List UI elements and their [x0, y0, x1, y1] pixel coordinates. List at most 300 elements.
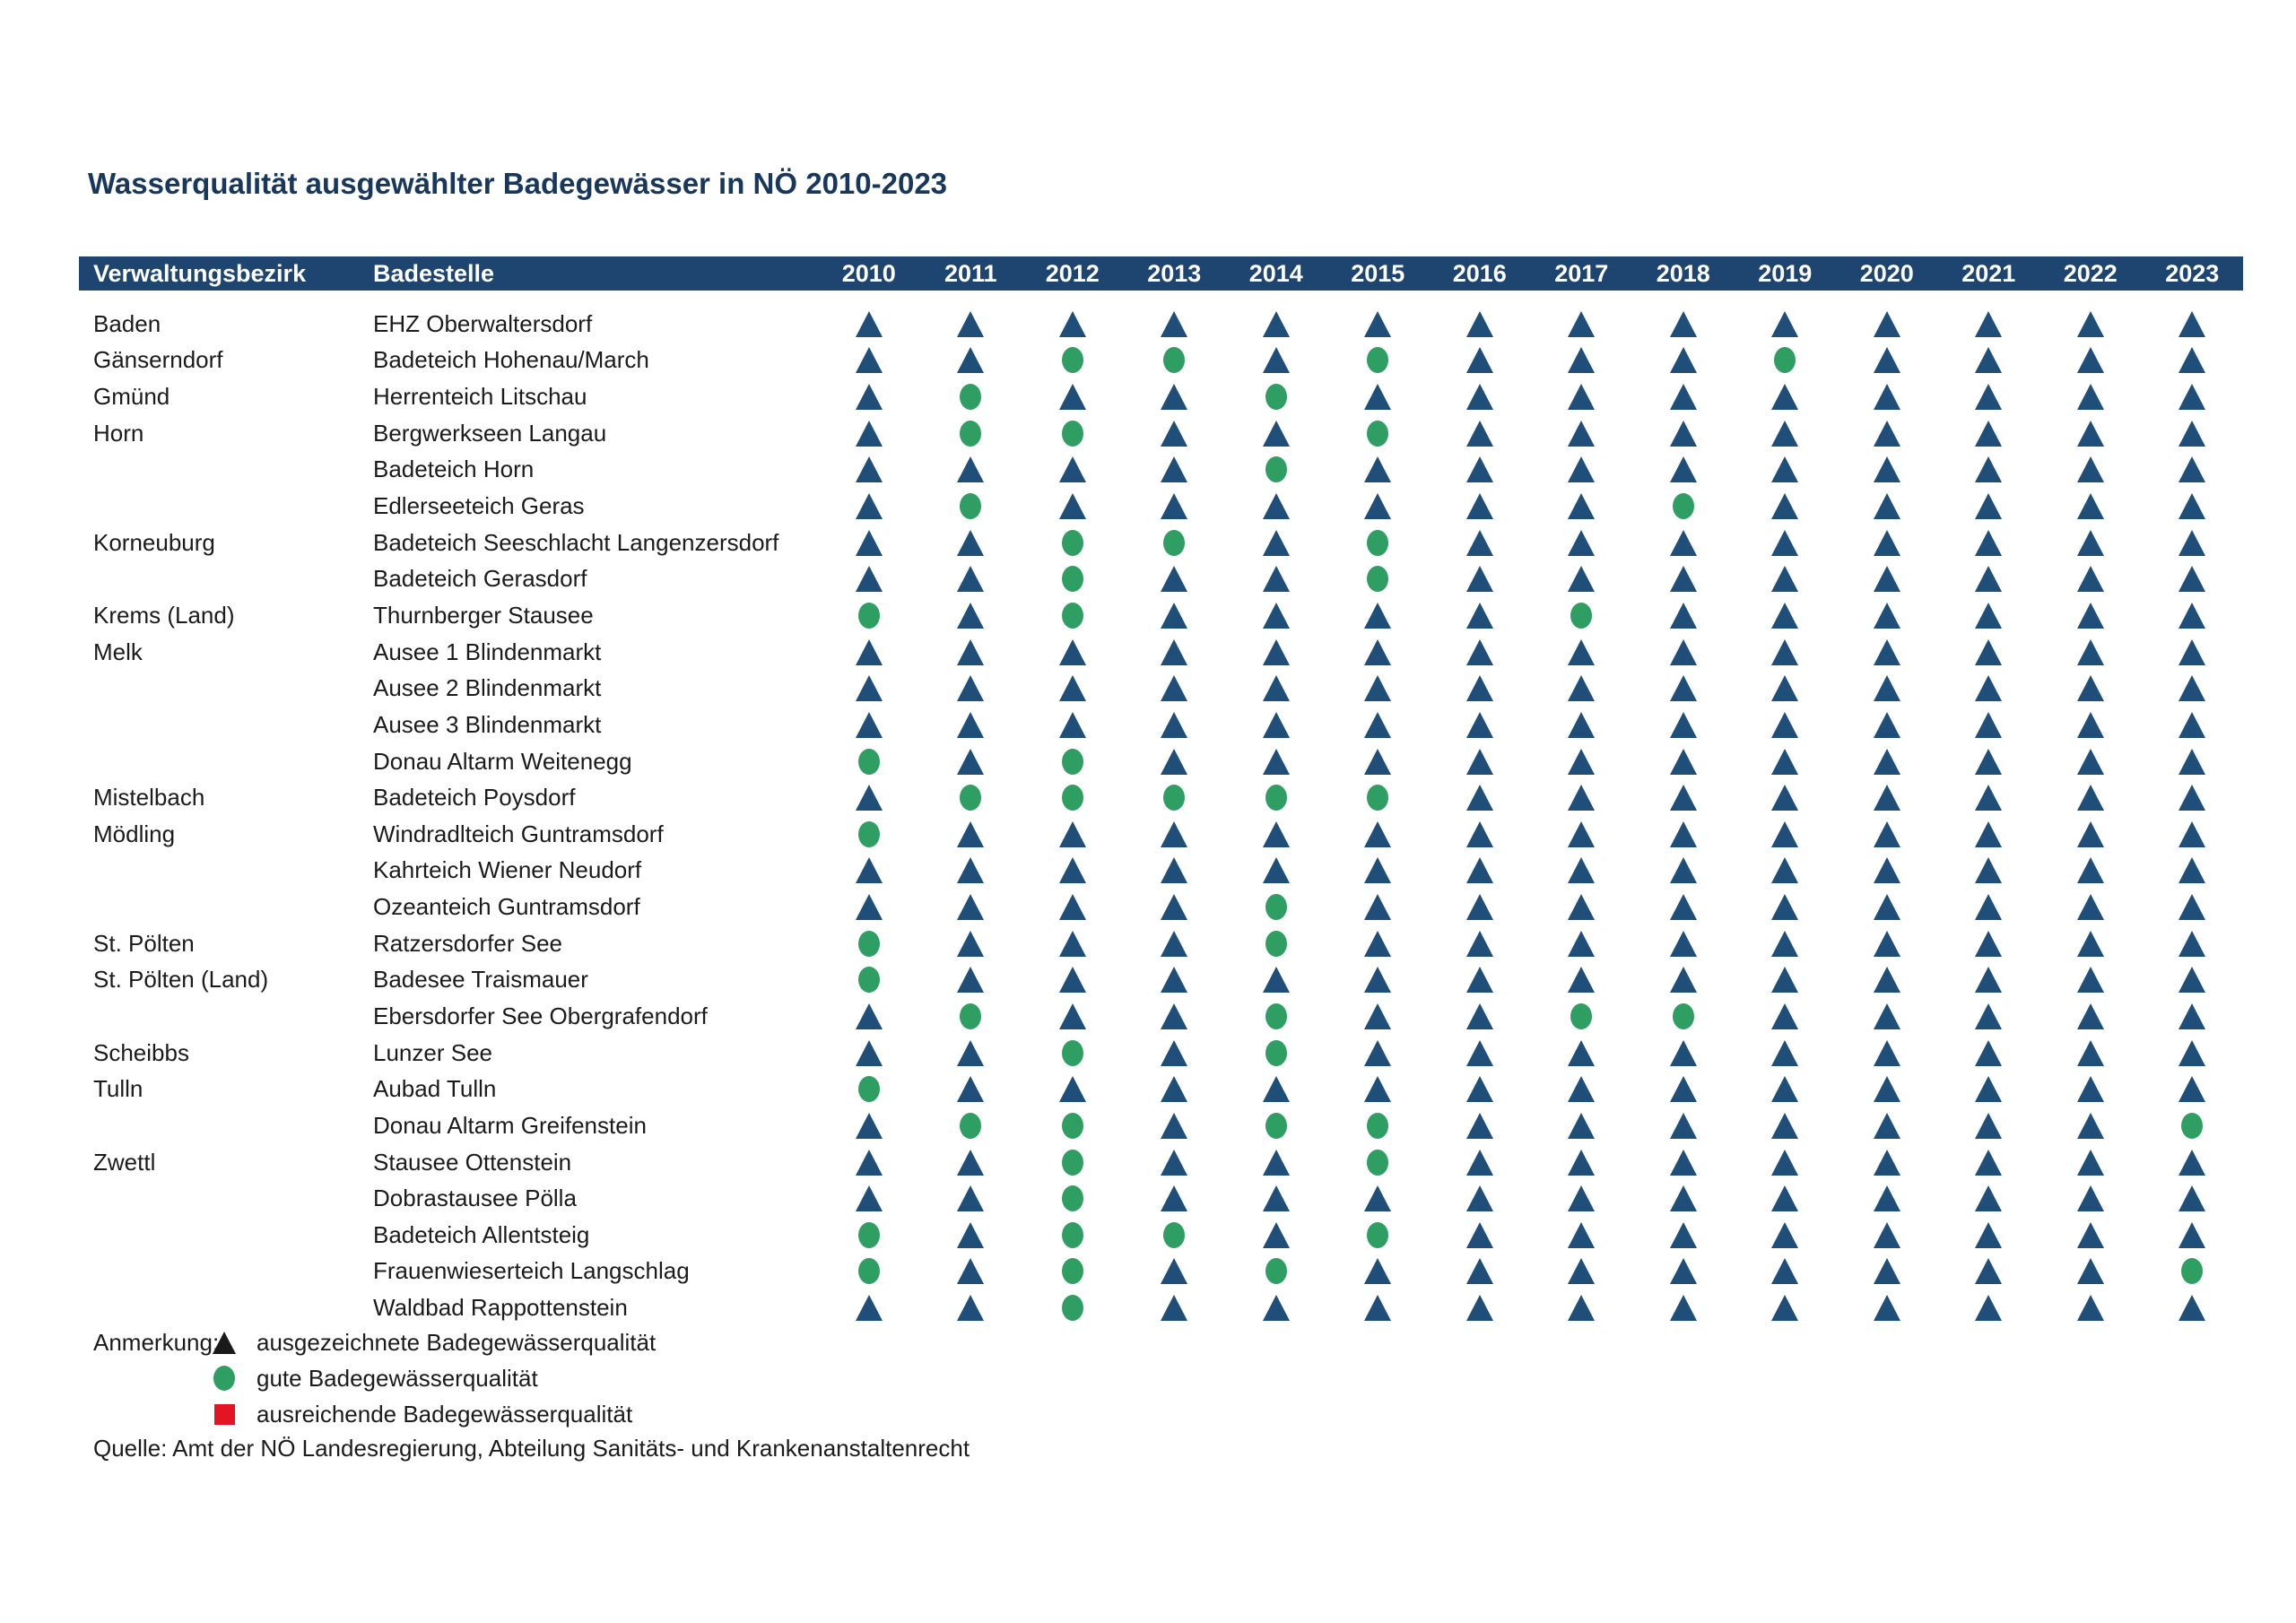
- excellent-triangle-icon: [1161, 1185, 1187, 1211]
- quality-cell: [1531, 675, 1633, 701]
- excellent-triangle-icon: [957, 675, 984, 701]
- excellent-triangle-icon: [1466, 675, 1493, 701]
- excellent-triangle-icon: [1874, 785, 1900, 811]
- excellent-triangle-icon: [856, 712, 883, 738]
- quality-cell: [1429, 1222, 1531, 1248]
- quality-cell: [1836, 894, 1938, 920]
- excellent-triangle-icon: [2077, 456, 2104, 482]
- quality-cell: [1225, 1076, 1327, 1102]
- quality-cell: [1327, 639, 1430, 665]
- quality-cell: [1531, 1295, 1633, 1321]
- quality-cell: [920, 530, 1022, 556]
- badestelle-cell: Edlerseeteich Geras: [373, 492, 585, 520]
- excellent-triangle-icon: [1161, 967, 1187, 993]
- excellent-triangle-icon: [856, 347, 883, 373]
- excellent-triangle-icon: [1466, 1113, 1493, 1139]
- good-circle-icon: [858, 1076, 880, 1102]
- quality-cell: [1836, 530, 1938, 556]
- quality-cell: [1225, 931, 1327, 957]
- quality-cell: [1938, 384, 2040, 410]
- excellent-triangle-icon: [1771, 639, 1798, 665]
- excellent-triangle-icon: [2179, 384, 2205, 410]
- quality-cell: [1022, 1222, 1124, 1248]
- excellent-triangle-icon: [1466, 1076, 1493, 1102]
- quality-cell: [818, 1113, 920, 1139]
- quality-cell: [1938, 675, 2040, 701]
- quality-cell: [920, 857, 1022, 883]
- excellent-triangle-icon: [1364, 821, 1391, 847]
- quality-cell: [1735, 603, 1837, 629]
- quality-cell: [1531, 931, 1633, 957]
- excellent-triangle-icon: [1670, 384, 1697, 410]
- col-header-year: 2017: [1554, 259, 1609, 287]
- excellent-triangle-icon: [1466, 712, 1493, 738]
- excellent-triangle-icon: [1364, 967, 1391, 993]
- quality-cell: [920, 675, 1022, 701]
- excellent-triangle-icon: [1568, 1185, 1595, 1211]
- excellent-triangle-icon: [1364, 894, 1391, 920]
- excellent-triangle-icon: [1364, 1295, 1391, 1321]
- table-row: [79, 415, 2243, 452]
- quality-cell: [2142, 493, 2244, 519]
- excellent-triangle-icon: [1161, 894, 1187, 920]
- excellent-triangle-icon: [1670, 1040, 1697, 1066]
- quality-cell: [1429, 749, 1531, 775]
- quality-cell: [1938, 821, 2040, 847]
- quality-cell: [1429, 1040, 1531, 1066]
- excellent-triangle-icon: [1670, 421, 1697, 447]
- quality-cell: [1022, 785, 1124, 811]
- col-header-year: 2011: [944, 259, 997, 287]
- excellent-triangle-icon: [1975, 1040, 2002, 1066]
- quality-cell: [1735, 1222, 1837, 1248]
- excellent-triangle-icon: [1263, 675, 1290, 701]
- excellent-triangle-icon: [957, 1040, 984, 1066]
- excellent-triangle-icon: [1059, 675, 1086, 701]
- excellent-triangle-icon: [1975, 1222, 2002, 1248]
- excellent-triangle-icon: [2077, 1222, 2104, 1248]
- excellent-triangle-icon: [1670, 821, 1697, 847]
- excellent-triangle-icon: [1568, 456, 1595, 482]
- quality-cell: [1632, 311, 1735, 337]
- excellent-triangle-icon: [1059, 456, 1086, 482]
- good-circle-icon: [1367, 530, 1388, 556]
- excellent-triangle-icon: [1874, 1113, 1900, 1139]
- quality-cell: [1124, 493, 1226, 519]
- quality-cell: [1327, 1295, 1430, 1321]
- badestelle-cell: Donau Altarm Greifenstein: [373, 1111, 647, 1139]
- quality-cell: [818, 1040, 920, 1066]
- legend: [93, 1324, 656, 1432]
- quality-cell: [1124, 347, 1226, 373]
- excellent-triangle-icon: [1975, 675, 2002, 701]
- excellent-triangle-icon: [1771, 1113, 1798, 1139]
- excellent-triangle-icon: [1466, 493, 1493, 519]
- quality-cell: [2142, 347, 2244, 373]
- good-circle-icon: [1367, 566, 1388, 592]
- quality-cell: [1225, 384, 1327, 410]
- excellent-triangle-icon: [1161, 493, 1187, 519]
- quality-cell: [1836, 1076, 1938, 1102]
- excellent-triangle-icon: [957, 821, 984, 847]
- quality-cell: [1531, 311, 1633, 337]
- quality-cell: [1632, 421, 1735, 447]
- quality-cell: [1327, 1185, 1430, 1211]
- quality-cell: [1327, 347, 1430, 373]
- quality-cell: [1632, 675, 1735, 701]
- excellent-triangle-icon: [1364, 311, 1391, 337]
- quality-cell: [1124, 821, 1226, 847]
- quality-cell: [1429, 894, 1531, 920]
- quality-cell: [1429, 967, 1531, 993]
- quality-cell: [2142, 1113, 2244, 1139]
- excellent-triangle-icon: [856, 1113, 883, 1139]
- quality-cell: [1735, 1258, 1837, 1284]
- quality-cell: [1022, 456, 1124, 482]
- excellent-triangle-icon: [1364, 931, 1391, 957]
- excellent-triangle-icon: [1670, 1222, 1697, 1248]
- quality-cell: [1225, 1003, 1327, 1029]
- excellent-triangle-icon: [856, 1295, 883, 1321]
- excellent-triangle-icon: [1161, 566, 1187, 592]
- quality-cell: [920, 1150, 1022, 1176]
- quality-cell: [1938, 456, 2040, 482]
- quality-cell: [1735, 675, 1837, 701]
- table-row: [79, 816, 2243, 853]
- quality-cell: [2142, 530, 2244, 556]
- quality-cell: [1429, 675, 1531, 701]
- quality-cell: [1938, 931, 2040, 957]
- quality-cell: [1124, 566, 1226, 592]
- quality-cell: [1632, 749, 1735, 775]
- excellent-triangle-icon: [2179, 1150, 2205, 1176]
- quality-cell: [1836, 456, 1938, 482]
- excellent-triangle-icon: [1670, 603, 1697, 629]
- quality-cell: [1429, 566, 1531, 592]
- excellent-triangle-icon: [1975, 639, 2002, 665]
- quality-cell: [920, 421, 1022, 447]
- col-header-year: 2013: [1147, 259, 1202, 287]
- good-circle-icon: [1367, 421, 1388, 447]
- quality-cell: [1836, 1185, 1938, 1211]
- badestelle-cell: Thurnberger Stausee: [373, 601, 594, 629]
- excellent-triangle-icon: [1161, 857, 1187, 883]
- bezirk-cell: Mödling: [93, 820, 176, 847]
- excellent-triangle-icon: [1364, 1040, 1391, 1066]
- quality-cell: [1836, 785, 1938, 811]
- quality-cell: [1632, 1222, 1735, 1248]
- table-row: [79, 1289, 2243, 1326]
- legend-row-sufficient: [93, 1396, 656, 1432]
- quality-cell: [2142, 1040, 2244, 1066]
- excellent-triangle-icon: [957, 1150, 984, 1176]
- quality-cell: [920, 639, 1022, 665]
- quality-cell: [1124, 857, 1226, 883]
- quality-cell: [1225, 311, 1327, 337]
- quality-cell: [2039, 1150, 2142, 1176]
- quality-cell: [1225, 712, 1327, 738]
- excellent-triangle-icon: [1059, 857, 1086, 883]
- excellent-triangle-icon: [2077, 530, 2104, 556]
- quality-cell: [1735, 1185, 1837, 1211]
- excellent-triangle-icon: [1874, 456, 1900, 482]
- quality-cell: [1836, 749, 1938, 775]
- excellent-triangle-icon: [1161, 675, 1187, 701]
- quality-cell: [1531, 1076, 1633, 1102]
- excellent-triangle-icon: [1568, 712, 1595, 738]
- quality-cell: [2039, 311, 2142, 337]
- excellent-triangle-icon: [1670, 530, 1697, 556]
- quality-cell: [1225, 1222, 1327, 1248]
- quality-cell: [1531, 1003, 1633, 1029]
- quality-cell: [1531, 603, 1633, 629]
- quality-cell: [1225, 639, 1327, 665]
- badestelle-cell: Badeteich Horn: [373, 456, 535, 483]
- quality-cell: [1938, 894, 2040, 920]
- quality-cell: [2039, 347, 2142, 373]
- excellent-triangle-icon: [2077, 1185, 2104, 1211]
- quality-cell: [1429, 639, 1531, 665]
- good-circle-icon: [1774, 347, 1796, 373]
- quality-cell: [1022, 749, 1124, 775]
- quality-cell: [818, 967, 920, 993]
- excellent-triangle-icon: [1670, 1295, 1697, 1321]
- quality-cell: [1735, 1295, 1837, 1321]
- excellent-triangle-icon: [856, 639, 883, 665]
- quality-cell: [1531, 384, 1633, 410]
- quality-cell: [1429, 1003, 1531, 1029]
- excellent-triangle-icon: [1670, 1150, 1697, 1176]
- excellent-triangle-icon: [2077, 749, 2104, 775]
- excellent-triangle-icon: [1059, 967, 1086, 993]
- excellent-triangle-icon: [1771, 1258, 1798, 1284]
- quality-cell: [920, 785, 1022, 811]
- excellent-triangle-icon: [957, 603, 984, 629]
- good-circle-icon: [1367, 1150, 1388, 1176]
- quality-cell: [1938, 749, 2040, 775]
- quality-cell: [1938, 1040, 2040, 1066]
- quality-cell: [1022, 603, 1124, 629]
- quality-cell: [1836, 967, 1938, 993]
- quality-cell: [1735, 1040, 1837, 1066]
- excellent-triangle-icon: [1975, 384, 2002, 410]
- quality-cell: [2142, 421, 2244, 447]
- excellent-triangle-icon: [1670, 967, 1697, 993]
- excellent-triangle-icon: [1568, 894, 1595, 920]
- badestelle-cell: Ausee 1 Blindenmarkt: [373, 638, 602, 665]
- badestelle-cell: Bergwerkseen Langau: [373, 419, 607, 447]
- quality-cell: [1327, 712, 1430, 738]
- badestelle-cell: Frauenwieserteich Langschlag: [373, 1257, 690, 1285]
- excellent-triangle-icon: [1466, 967, 1493, 993]
- excellent-triangle-icon: [2077, 347, 2104, 373]
- quality-cell: [2142, 1185, 2244, 1211]
- excellent-triangle-icon: [1059, 894, 1086, 920]
- table-row: [79, 998, 2243, 1035]
- quality-cell: [2039, 1222, 2142, 1248]
- excellent-triangle-icon: [1466, 749, 1493, 775]
- quality-cell: [1124, 384, 1226, 410]
- excellent-triangle-icon: [1670, 931, 1697, 957]
- excellent-triangle-icon: [2179, 1003, 2205, 1029]
- quality-cell: [1632, 1258, 1735, 1284]
- excellent-triangle-icon: [1874, 749, 1900, 775]
- quality-cell: [2039, 456, 2142, 482]
- excellent-triangle-icon: [2179, 857, 2205, 883]
- quality-cell: [1531, 967, 1633, 993]
- excellent-triangle-icon: [1466, 1185, 1493, 1211]
- excellent-triangle-icon: [1874, 311, 1900, 337]
- excellent-triangle-icon: [1670, 675, 1697, 701]
- quality-cell: [1531, 566, 1633, 592]
- quality-cell: [1225, 566, 1327, 592]
- quality-cell: [1429, 1150, 1531, 1176]
- good-circle-icon: [1163, 530, 1185, 556]
- quality-cell: [1938, 785, 2040, 811]
- quality-cell: [2142, 857, 2244, 883]
- quality-cell: [1124, 894, 1226, 920]
- badestelle-cell: Badeteich Hohenau/March: [373, 346, 649, 374]
- quality-cell: [1735, 712, 1837, 738]
- excellent-triangle-icon: [1161, 1003, 1187, 1029]
- excellent-triangle-icon: [2077, 675, 2104, 701]
- quality-cell: [2142, 1076, 2244, 1102]
- quality-cell: [1124, 785, 1226, 811]
- excellent-triangle-icon: [1568, 675, 1595, 701]
- quality-cell: [920, 1003, 1022, 1029]
- good-circle-icon: [858, 821, 880, 847]
- good-circle-icon: [1062, 1040, 1083, 1066]
- table-body: [79, 306, 2243, 1326]
- quality-cell: [1327, 1113, 1430, 1139]
- quality-cell: [1124, 749, 1226, 775]
- quality-cell: [1531, 894, 1633, 920]
- excellent-triangle-icon: [1263, 566, 1290, 592]
- excellent-triangle-icon: [1771, 530, 1798, 556]
- excellent-triangle-icon: [2077, 821, 2104, 847]
- quality-cell: [1836, 857, 1938, 883]
- quality-cell: [2039, 1113, 2142, 1139]
- good-circle-icon: [2181, 1258, 2203, 1284]
- quality-cell: [1938, 493, 2040, 519]
- quality-cell: [1225, 1150, 1327, 1176]
- good-circle-icon: [1570, 603, 1592, 629]
- excellent-triangle-icon: [1568, 421, 1595, 447]
- quality-cell: [1429, 347, 1531, 373]
- excellent-triangle-icon: [1466, 894, 1493, 920]
- good-circle-icon: [1062, 603, 1083, 629]
- quality-cell: [2142, 639, 2244, 665]
- quality-cell: [1735, 967, 1837, 993]
- excellent-triangle-icon: [2179, 675, 2205, 701]
- quality-cell: [1735, 566, 1837, 592]
- quality-cell: [1735, 857, 1837, 883]
- excellent-triangle-icon: [1263, 530, 1290, 556]
- excellent-triangle-icon: [957, 857, 984, 883]
- quality-cell: [2039, 1295, 2142, 1321]
- quality-cell: [1429, 1113, 1531, 1139]
- excellent-triangle-icon: [1874, 603, 1900, 629]
- quality-cell: [1124, 1295, 1226, 1321]
- excellent-triangle-icon: [957, 311, 984, 337]
- legend-item-label: ausgezeichnete Badegewässerqualität: [257, 1328, 657, 1356]
- quality-cell: [818, 1222, 920, 1248]
- excellent-triangle-icon: [2077, 1258, 2104, 1284]
- excellent-triangle-icon: [1364, 384, 1391, 410]
- quality-cell: [1429, 603, 1531, 629]
- excellent-triangle-icon: [1975, 493, 2002, 519]
- quality-cell: [1836, 1295, 1938, 1321]
- quality-cell: [818, 1076, 920, 1102]
- excellent-triangle-icon: [1568, 1295, 1595, 1321]
- excellent-triangle-icon: [1874, 1040, 1900, 1066]
- excellent-triangle-icon: [856, 857, 883, 883]
- excellent-triangle-icon: [1874, 931, 1900, 957]
- quality-cell: [2039, 894, 2142, 920]
- quality-cell: [1124, 675, 1226, 701]
- good-circle-icon: [960, 421, 981, 447]
- source-note: Quelle: Amt der NÖ Landesregierung, Abteilung Sanitäts- und Krankenanstaltenrecht: [93, 1435, 970, 1462]
- good-circle-icon: [1062, 566, 1083, 592]
- excellent-triangle-icon: [2179, 749, 2205, 775]
- quality-cell: [1938, 311, 2040, 337]
- quality-cell: [920, 566, 1022, 592]
- quality-cell: [1022, 566, 1124, 592]
- excellent-triangle-icon: [1161, 1113, 1187, 1139]
- quality-cell: [1632, 931, 1735, 957]
- excellent-triangle-icon: [1059, 311, 1086, 337]
- quality-cell: [1225, 421, 1327, 447]
- quality-cell: [920, 931, 1022, 957]
- excellent-triangle-icon: [1568, 1040, 1595, 1066]
- excellent-triangle-icon: [1771, 1150, 1798, 1176]
- excellent-triangle-icon: [2179, 456, 2205, 482]
- bezirk-cell: Zwettl: [93, 1148, 156, 1176]
- excellent-triangle-icon: [1771, 456, 1798, 482]
- excellent-triangle-icon: [1364, 712, 1391, 738]
- excellent-triangle-icon: [1771, 1222, 1798, 1248]
- excellent-triangle-icon: [1263, 1076, 1290, 1102]
- good-circle-icon: [1163, 347, 1185, 373]
- excellent-triangle-icon: [1466, 603, 1493, 629]
- excellent-triangle-icon: [1161, 1258, 1187, 1284]
- excellent-triangle-icon: [1263, 857, 1290, 883]
- quality-cell: [1429, 493, 1531, 519]
- excellent-triangle-icon: [1161, 421, 1187, 447]
- excellent-triangle-icon: [1059, 821, 1086, 847]
- quality-cell: [1836, 1113, 1938, 1139]
- table-header: [79, 256, 2243, 291]
- excellent-triangle-icon: [1466, 421, 1493, 447]
- quality-cell: [1327, 675, 1430, 701]
- quality-cell: [920, 1258, 1022, 1284]
- excellent-triangle-icon: [1568, 785, 1595, 811]
- good-circle-icon: [1062, 749, 1083, 775]
- quality-cell: [1022, 639, 1124, 665]
- excellent-triangle-icon: [2179, 1040, 2205, 1066]
- badestelle-cell: Lunzer See: [373, 1038, 492, 1066]
- excellent-triangle-icon: [1059, 493, 1086, 519]
- table-row: [79, 925, 2243, 962]
- quality-cell: [1531, 1222, 1633, 1248]
- quality-cell: [1429, 384, 1531, 410]
- good-circle-icon: [858, 749, 880, 775]
- excellent-triangle-icon: [1771, 967, 1798, 993]
- excellent-triangle-icon: [1975, 857, 2002, 883]
- excellent-triangle-icon: [1771, 894, 1798, 920]
- quality-cell: [818, 1185, 920, 1211]
- quality-cell: [1531, 530, 1633, 556]
